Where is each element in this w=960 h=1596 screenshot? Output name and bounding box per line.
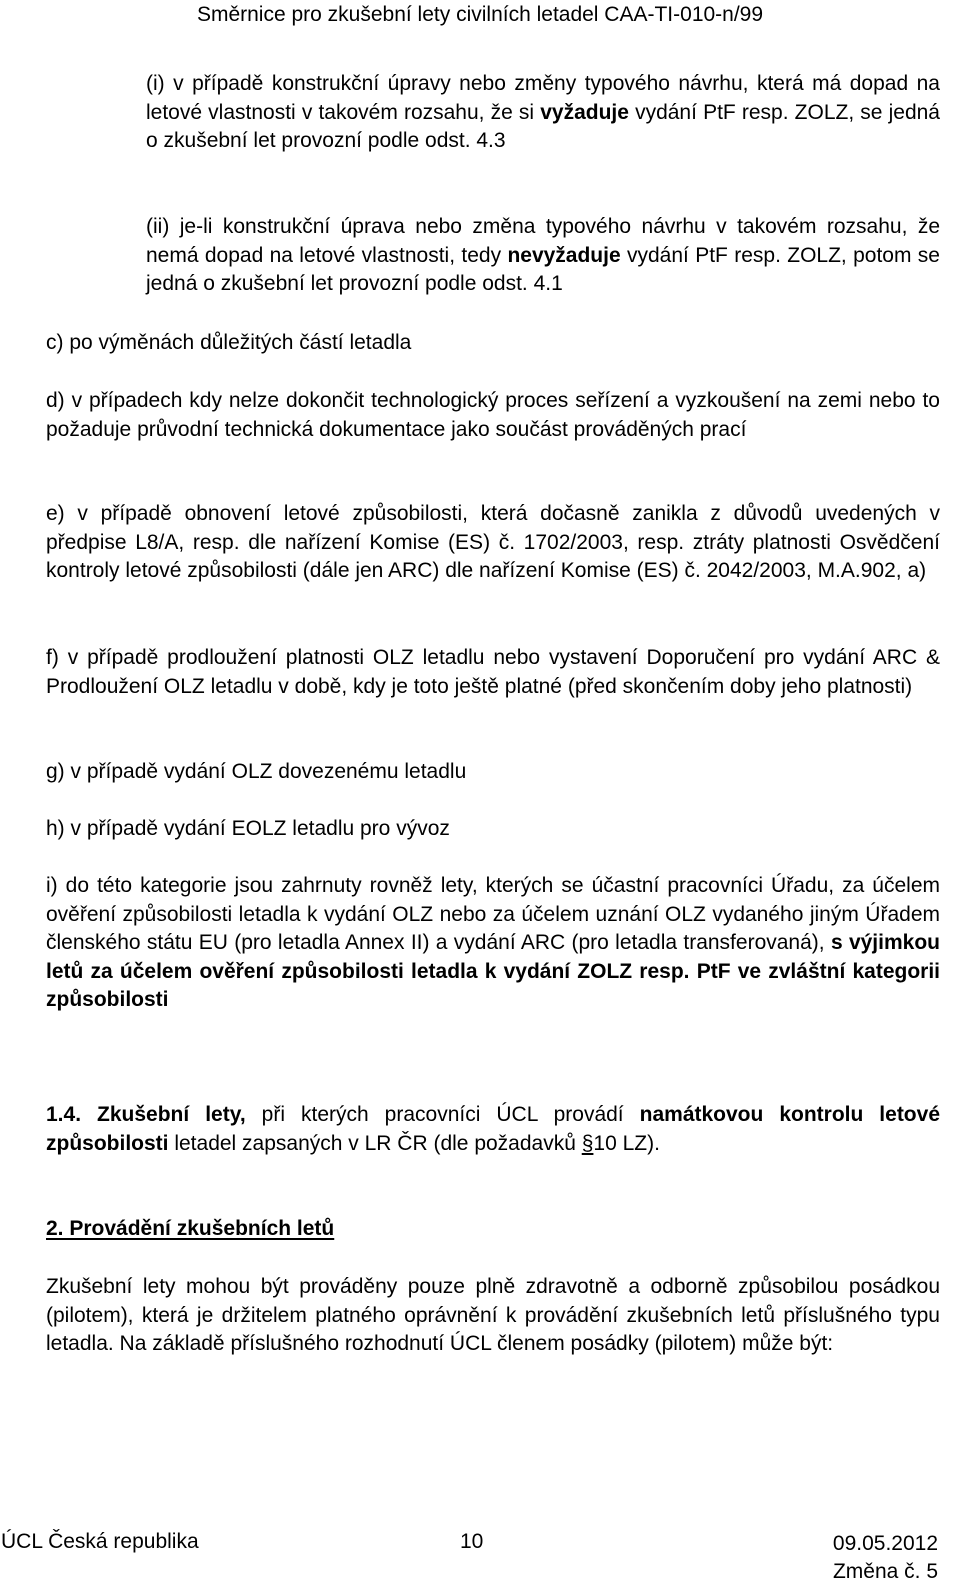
item-e: e) v případě obnovení letové způsobilosti, která dočasně zanikla z důvodů uvedených v předpise L8/A, resp. dle nařízení Komise (ES) č. 1702/2003, resp. ztráty platnosti Osvědčení kontroly letové způsobilosti (dále jen ARC) dle nařízení Komise (ES) č. 2042/2003, M.A.902, a): [46, 502, 940, 582]
footer-date: 09.05.2012: [832, 1532, 938, 1555]
item-i-amendment: (i) v případě konstrukční úpravy nebo změny typového návrhu, která má dopad na letové vlastnosti v takovém rozsahu, že si vyžaduje vydání PtF resp. ZOLZ, se jedná o zkušební let provozní podle odst. 4.3: [146, 72, 940, 152]
section-2-body: Zkušební lety mohou být prováděny pouze plně zdravotně a odborně způsobilou posádkou (pilotem), která je držitelem platného oprávnění k provádění zkušebních letů příslušného typu letadla. Na základě příslušného rozhodnutí ÚCL členem posádky (pilotem) může být:: [46, 1275, 940, 1355]
section-2-heading: 2. Provádění zkušebních letů: [46, 1217, 335, 1240]
item-f: f) v případě prodloužení platnosti OLZ letadlu nebo vystavení Doporučení pro vydání ARC & Prodloužení OLZ letadlu v době, kdy je toto ještě platné (před skončením doby jeho platnosti): [46, 646, 940, 698]
section-sign-ref: §: [581, 1131, 594, 1155]
footer-change: Změna č. 5: [832, 1560, 938, 1583]
footer-organization: ÚCL Česká republika: [1, 1530, 199, 1553]
item-ii-amendment: (ii) je-li konstrukční úprava nebo změna typového návrhu v takovém rozsahu, že nemá dopad na letové vlastnosti, tedy nevyžaduje vydání PtF resp. ZOLZ, potom se jedná o zkušební let provozní podle odst. 4.1: [146, 215, 940, 295]
item-g: g) v případě vydání OLZ dovezenému letadlu: [46, 760, 467, 783]
page-header: Směrnice pro zkušební lety civilních letadel CAA-TI-010-n/99: [196, 3, 764, 26]
item-c: c) po výměnách důležitých částí letadla: [46, 331, 412, 354]
footer-page-number: 10: [460, 1530, 484, 1553]
footer-date-change: [833, 1530, 938, 1586]
section-1-4: 1.4. Zkušební lety, při kterých pracovníci ÚCL provádí namátkovou kontrolu letové způsobilosti letadel zapsaných v LR ČR (dle požadavků §10 LZ).: [46, 1103, 940, 1155]
item-d: d) v případech kdy nelze dokončit technologický proces seřízení a vyzkoušení na zemi nebo to požaduje průvodní technická dokumentace jako součást prováděných prací: [46, 389, 940, 441]
item-i-category: i) do této kategorie jsou zahrnuty rovněž lety, kterých se účastní pracovníci Úřadu, za účelem ověření způsobilosti letadla k vydání OLZ nebo za účelem uznání OLZ vydaného jiným Úřadem členského státu EU (pro letadla Annex II) a vydání ARC (pro letadla transferovaná), s výjimkou letů za účelem ověření způsobilosti letadla k vydání ZOLZ resp. PtF ve zvláštní kategorii způsobilosti: [46, 874, 940, 1011]
item-h: h) v případě vydání EOLZ letadlu pro vývoz: [46, 817, 450, 840]
